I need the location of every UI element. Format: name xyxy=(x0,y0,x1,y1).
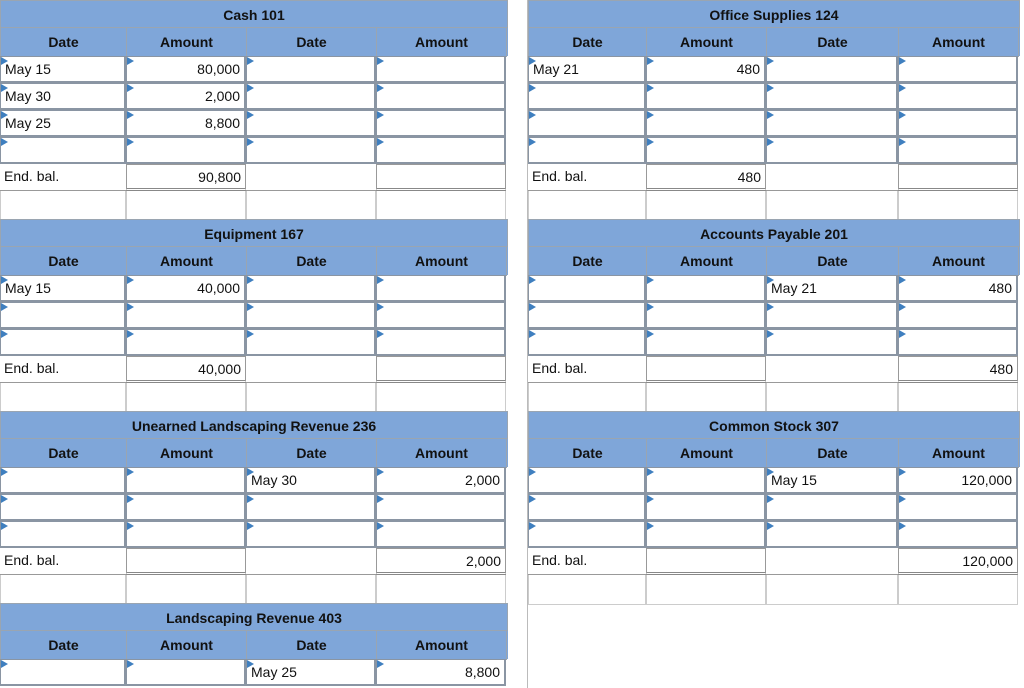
credit-date-input[interactable] xyxy=(246,83,376,110)
credit-date-input[interactable]: May 25 xyxy=(246,659,376,686)
column-header-row xyxy=(528,28,1020,56)
column-header-date: Date xyxy=(247,631,377,660)
column-header-date: Date xyxy=(247,439,377,468)
balance-underline-row xyxy=(528,191,1020,221)
ending-balance-label: End. bal. xyxy=(0,356,126,383)
debit-amount-input[interactable]: 80,000 xyxy=(126,56,246,83)
entry-row xyxy=(0,275,508,302)
underline-cell xyxy=(766,383,898,413)
underline-cell xyxy=(246,191,376,221)
credit-amount-input[interactable] xyxy=(898,56,1018,83)
debit-date-input[interactable] xyxy=(0,302,126,329)
column-header-amount: Amount xyxy=(377,439,507,468)
debit-balance-value xyxy=(646,548,766,575)
debit-date-input[interactable]: May 21 xyxy=(528,56,646,83)
debit-date-input[interactable]: May 15 xyxy=(0,56,126,83)
debit-amount-input[interactable]: 480 xyxy=(646,56,766,83)
credit-amount-input[interactable] xyxy=(376,137,506,164)
debit-date-input[interactable] xyxy=(528,521,646,548)
debit-amount-input[interactable] xyxy=(126,302,246,329)
column-header-date: Date xyxy=(767,439,899,468)
debit-date-input[interactable] xyxy=(528,494,646,521)
underline-cell xyxy=(376,191,506,221)
column-header-amount: Amount xyxy=(127,28,247,57)
t-account-equipment xyxy=(0,219,508,413)
column-header-date: Date xyxy=(1,28,127,57)
t-account-landscaping-revenue xyxy=(0,603,508,686)
credit-amount-input[interactable]: 2,000 xyxy=(376,467,506,494)
balance-blank xyxy=(766,164,898,191)
debit-amount-input[interactable] xyxy=(646,302,766,329)
credit-amount-input[interactable] xyxy=(376,521,506,548)
entry-row xyxy=(528,137,1020,164)
credit-date-input[interactable] xyxy=(246,110,376,137)
account-title: Cash 101 xyxy=(0,0,508,28)
credit-amount-input[interactable] xyxy=(898,302,1018,329)
column-header-amount: Amount xyxy=(899,28,1019,57)
underline-cell xyxy=(126,575,246,605)
ending-balance-row xyxy=(528,548,1020,575)
debit-date-input[interactable]: May 30 xyxy=(0,83,126,110)
debit-date-input[interactable] xyxy=(0,329,126,356)
debit-date-input[interactable] xyxy=(528,110,646,137)
underline-cell xyxy=(0,575,126,605)
underline-cell xyxy=(528,575,646,605)
debit-balance-value: 40,000 xyxy=(126,356,246,383)
debit-amount-input[interactable] xyxy=(126,467,246,494)
column-header-amount: Amount xyxy=(899,247,1019,276)
credit-date-input[interactable] xyxy=(246,56,376,83)
credit-amount-input[interactable] xyxy=(898,494,1018,521)
credit-date-input[interactable]: May 30 xyxy=(246,467,376,494)
credit-date-input[interactable] xyxy=(246,521,376,548)
balance-underline-row xyxy=(0,191,508,221)
underline-cell xyxy=(898,575,1018,605)
entry-row xyxy=(0,56,508,83)
credit-date-input[interactable] xyxy=(246,494,376,521)
debit-amount-input[interactable]: 40,000 xyxy=(126,275,246,302)
debit-amount-input[interactable] xyxy=(646,521,766,548)
underline-cell xyxy=(646,575,766,605)
column-header-date: Date xyxy=(247,28,377,57)
entry-row xyxy=(0,83,508,110)
debit-amount-input[interactable] xyxy=(646,137,766,164)
column-header-row xyxy=(528,247,1020,275)
ending-balance-label: End. bal. xyxy=(528,356,646,383)
balance-blank xyxy=(246,164,376,191)
underline-cell xyxy=(376,383,506,413)
ending-balance-label: End. bal. xyxy=(528,164,646,191)
underline-cell xyxy=(0,383,126,413)
credit-amount-input[interactable] xyxy=(898,137,1018,164)
balance-blank xyxy=(766,548,898,575)
entry-row xyxy=(0,329,508,356)
debit-amount-input[interactable] xyxy=(646,467,766,494)
entry-row xyxy=(0,467,508,494)
debit-amount-input[interactable] xyxy=(126,329,246,356)
credit-date-input[interactable] xyxy=(766,110,898,137)
account-title: Accounts Payable 201 xyxy=(528,219,1020,247)
balance-underline-row xyxy=(528,383,1020,413)
account-title: Common Stock 307 xyxy=(528,411,1020,439)
underline-cell xyxy=(528,383,646,413)
credit-amount-input[interactable] xyxy=(898,83,1018,110)
ending-balance-row xyxy=(0,164,508,191)
entry-row xyxy=(528,56,1020,83)
underline-cell xyxy=(246,575,376,605)
debit-date-input[interactable] xyxy=(0,467,126,494)
debit-date-input[interactable] xyxy=(0,521,126,548)
underline-cell xyxy=(528,191,646,221)
column-header-amount: Amount xyxy=(127,631,247,660)
credit-date-input[interactable] xyxy=(766,302,898,329)
credit-date-input[interactable] xyxy=(246,329,376,356)
account-title: Equipment 167 xyxy=(0,219,508,247)
underline-cell xyxy=(646,383,766,413)
entry-row xyxy=(528,110,1020,137)
column-header-amount: Amount xyxy=(899,439,1019,468)
debit-amount-input[interactable]: 8,800 xyxy=(126,110,246,137)
ending-balance-label: End. bal. xyxy=(0,548,126,575)
credit-date-input[interactable] xyxy=(766,494,898,521)
debit-balance-value xyxy=(126,548,246,575)
credit-date-input[interactable] xyxy=(766,56,898,83)
credit-date-input[interactable]: May 15 xyxy=(766,467,898,494)
credit-balance-value: 2,000 xyxy=(376,548,506,575)
entry-row xyxy=(0,494,508,521)
entry-row xyxy=(0,110,508,137)
debit-date-input[interactable] xyxy=(0,137,126,164)
debit-amount-input[interactable] xyxy=(646,110,766,137)
entry-row xyxy=(0,302,508,329)
column-header-row xyxy=(528,439,1020,467)
credit-amount-input[interactable]: 8,800 xyxy=(376,659,506,686)
debit-amount-input[interactable]: 2,000 xyxy=(126,83,246,110)
debit-date-input[interactable] xyxy=(0,659,126,686)
debit-amount-input[interactable] xyxy=(126,521,246,548)
underline-cell xyxy=(126,383,246,413)
debit-date-input[interactable] xyxy=(528,302,646,329)
credit-amount-input[interactable] xyxy=(376,110,506,137)
column-header-amount: Amount xyxy=(377,631,507,660)
t-account-unearned-revenue xyxy=(0,411,508,605)
underline-cell xyxy=(766,191,898,221)
underline-cell xyxy=(376,575,506,605)
underline-cell xyxy=(246,383,376,413)
column-header-date: Date xyxy=(1,247,127,276)
entry-row xyxy=(528,83,1020,110)
entry-row xyxy=(528,329,1020,356)
debit-date-input[interactable]: May 15 xyxy=(0,275,126,302)
t-account-cash xyxy=(0,0,508,221)
column-header-row xyxy=(0,28,508,56)
column-header-amount: Amount xyxy=(127,439,247,468)
balance-blank xyxy=(246,356,376,383)
column-header-date: Date xyxy=(1,631,127,660)
credit-amount-input[interactable] xyxy=(376,83,506,110)
credit-amount-input[interactable]: 120,000 xyxy=(898,467,1018,494)
credit-amount-input[interactable] xyxy=(376,302,506,329)
debit-amount-input[interactable] xyxy=(126,494,246,521)
credit-amount-input[interactable] xyxy=(376,275,506,302)
debit-date-input[interactable] xyxy=(528,467,646,494)
column-header-date: Date xyxy=(767,28,899,57)
underline-cell xyxy=(766,575,898,605)
column-header-amount: Amount xyxy=(377,247,507,276)
credit-date-input[interactable] xyxy=(246,302,376,329)
balance-underline-row xyxy=(0,575,508,605)
column-header-date: Date xyxy=(247,247,377,276)
debit-date-input[interactable] xyxy=(528,329,646,356)
debit-balance-value: 90,800 xyxy=(126,164,246,191)
credit-balance-value xyxy=(898,164,1018,191)
credit-balance-value xyxy=(376,164,506,191)
credit-amount-input[interactable] xyxy=(898,521,1018,548)
debit-date-input[interactable]: May 25 xyxy=(0,110,126,137)
ending-balance-label: End. bal. xyxy=(0,164,126,191)
account-title: Landscaping Revenue 403 xyxy=(0,603,508,631)
t-account-office-supplies xyxy=(528,0,1020,221)
underline-cell xyxy=(0,191,126,221)
column-header-row xyxy=(0,247,508,275)
underline-cell xyxy=(898,383,1018,413)
credit-balance-value xyxy=(376,356,506,383)
debit-date-input[interactable] xyxy=(528,137,646,164)
credit-balance-value: 120,000 xyxy=(898,548,1018,575)
debit-amount-input[interactable] xyxy=(646,275,766,302)
debit-amount-input[interactable] xyxy=(646,83,766,110)
entry-row xyxy=(0,659,508,686)
credit-date-input[interactable] xyxy=(766,521,898,548)
credit-date-input[interactable] xyxy=(766,83,898,110)
ending-balance-row xyxy=(0,356,508,383)
entry-row xyxy=(528,467,1020,494)
column-header-date: Date xyxy=(529,28,647,57)
debit-amount-input[interactable] xyxy=(126,137,246,164)
ending-balance-row xyxy=(0,548,508,575)
credit-balance-value: 480 xyxy=(898,356,1018,383)
credit-date-input[interactable] xyxy=(766,137,898,164)
credit-amount-input[interactable] xyxy=(898,329,1018,356)
credit-amount-input[interactable] xyxy=(898,110,1018,137)
balance-underline-row xyxy=(528,575,1020,605)
credit-amount-input[interactable] xyxy=(376,56,506,83)
debit-date-input[interactable] xyxy=(0,494,126,521)
ending-balance-row xyxy=(528,164,1020,191)
debit-amount-input[interactable] xyxy=(126,659,246,686)
credit-date-input[interactable] xyxy=(246,275,376,302)
debit-balance-value xyxy=(646,356,766,383)
column-header-amount: Amount xyxy=(127,247,247,276)
entry-row xyxy=(0,137,508,164)
column-header-date: Date xyxy=(529,439,647,468)
underline-cell xyxy=(646,191,766,221)
column-header-date: Date xyxy=(529,247,647,276)
ending-balance-label: End. bal. xyxy=(528,548,646,575)
underline-cell xyxy=(898,191,1018,221)
column-header-row xyxy=(0,439,508,467)
column-header-date: Date xyxy=(767,247,899,276)
debit-amount-input[interactable] xyxy=(646,494,766,521)
entry-row xyxy=(528,521,1020,548)
column-header-amount: Amount xyxy=(647,28,767,57)
account-title: Office Supplies 124 xyxy=(528,0,1020,28)
entry-row xyxy=(528,275,1020,302)
entry-row xyxy=(528,302,1020,329)
balance-blank xyxy=(766,356,898,383)
balance-blank xyxy=(246,548,376,575)
credit-amount-input[interactable] xyxy=(376,329,506,356)
account-title: Unearned Landscaping Revenue 236 xyxy=(0,411,508,439)
column-header-date: Date xyxy=(1,439,127,468)
debit-amount-input[interactable] xyxy=(646,329,766,356)
credit-amount-input[interactable] xyxy=(376,494,506,521)
credit-amount-input[interactable]: 480 xyxy=(898,275,1018,302)
debit-date-input[interactable] xyxy=(528,275,646,302)
column-header-amount: Amount xyxy=(377,28,507,57)
credit-date-input[interactable]: May 21 xyxy=(766,275,898,302)
entry-row xyxy=(0,521,508,548)
column-header-amount: Amount xyxy=(647,247,767,276)
underline-cell xyxy=(126,191,246,221)
entry-row xyxy=(528,494,1020,521)
ending-balance-row xyxy=(528,356,1020,383)
debit-date-input[interactable] xyxy=(528,83,646,110)
column-header-amount: Amount xyxy=(647,439,767,468)
balance-underline-row xyxy=(0,383,508,413)
column-header-row xyxy=(0,631,508,659)
t-account-common-stock xyxy=(528,411,1020,605)
t-account-accounts-payable xyxy=(528,219,1020,413)
debit-balance-value: 480 xyxy=(646,164,766,191)
credit-date-input[interactable] xyxy=(766,329,898,356)
credit-date-input[interactable] xyxy=(246,137,376,164)
